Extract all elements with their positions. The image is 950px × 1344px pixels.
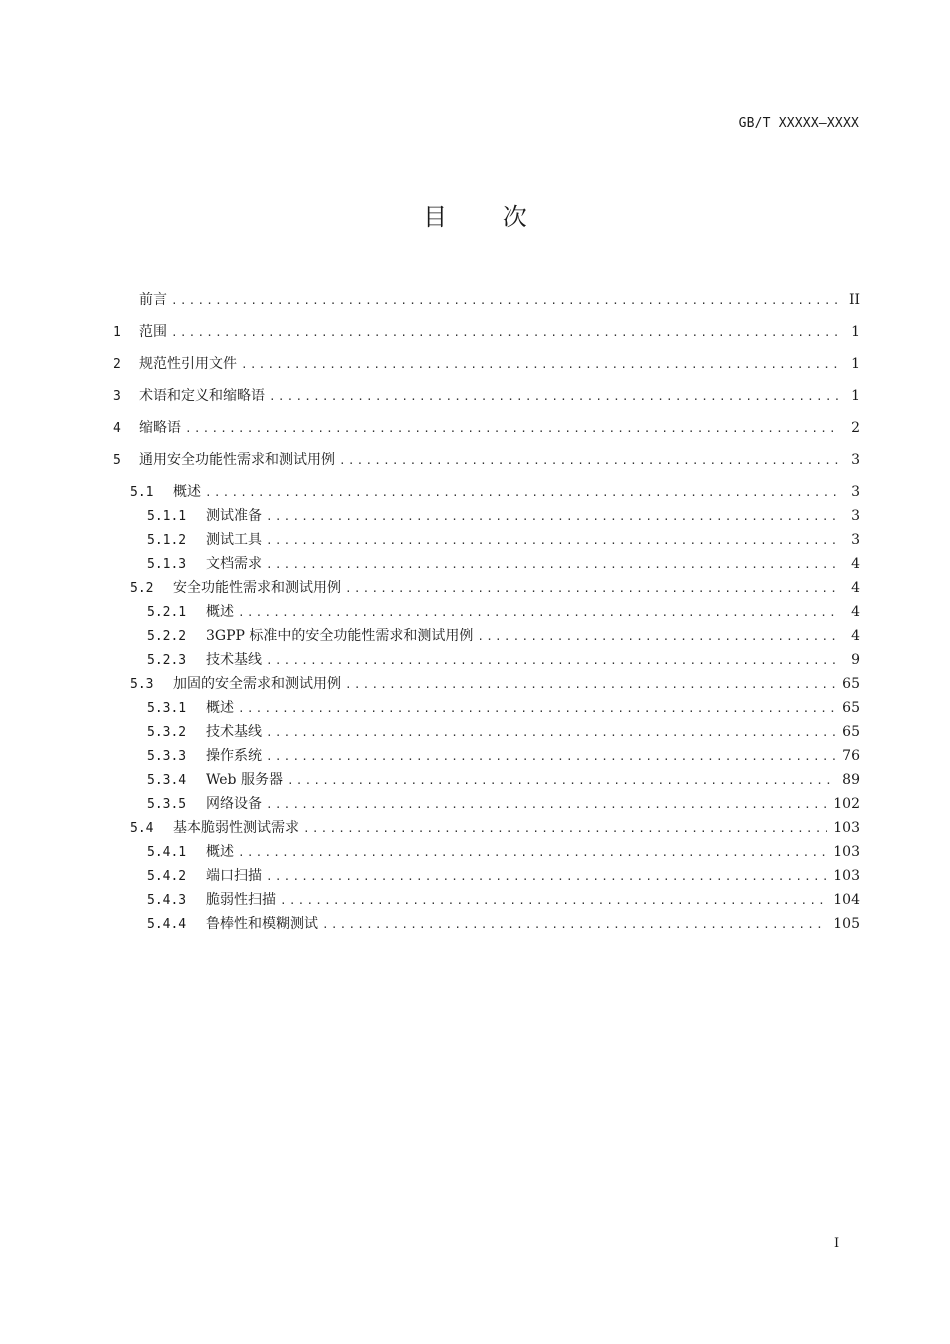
- toc-entry[interactable]: [113, 888, 860, 912]
- toc-entry-page: 105: [833, 916, 860, 932]
- toc-entry-label: 技术基线: [206, 652, 262, 668]
- toc-dot-leader: [266, 553, 840, 577]
- toc-entry-number: 5.2.1: [147, 605, 187, 620]
- toc-entry[interactable]: [113, 576, 860, 600]
- toc-entry-label: 范围: [139, 324, 167, 340]
- toc-entry-label: 加固的安全需求和测试用例: [173, 676, 341, 692]
- toc-entry-page: 65: [842, 724, 860, 740]
- toc-entry-label: 3GPP 标准中的安全功能性需求和测试用例: [206, 628, 474, 644]
- toc-dot-leader: [266, 529, 840, 553]
- toc-dot-leader: [266, 793, 827, 817]
- toc-dot-leader: [303, 817, 827, 841]
- toc-entry-number: 5.1.3: [147, 557, 187, 572]
- toc-entry-number: 5.2.3: [147, 653, 187, 668]
- toc-entry[interactable]: [113, 416, 860, 448]
- toc-dot-leader: [345, 577, 840, 601]
- toc-dot-leader: [477, 625, 840, 649]
- document-code: GB/T XXXXX—XXXX: [738, 116, 859, 131]
- page-title-text: 目 次: [423, 203, 527, 231]
- toc-entry[interactable]: [113, 624, 860, 648]
- toc-entry-number: 3: [113, 389, 121, 404]
- toc-entry-label: 基本脆弱性测试需求: [173, 820, 299, 836]
- toc-entry-label: 概述: [206, 700, 234, 716]
- toc-entry-page: 1: [851, 388, 860, 404]
- toc-entry-number: 5.3.4: [147, 773, 187, 788]
- toc-entry-number: 1: [113, 325, 121, 340]
- toc-entry-page: 4: [851, 580, 860, 596]
- toc-entry-page: 3: [851, 484, 860, 500]
- toc-entry[interactable]: [113, 480, 860, 504]
- toc-entry-label: 测试准备: [206, 508, 262, 524]
- toc-dot-leader: [171, 321, 840, 345]
- toc-entry[interactable]: [113, 552, 860, 576]
- toc-entry-page: 65: [842, 700, 860, 716]
- toc-entry-number: 5.3: [130, 677, 154, 692]
- toc-entry[interactable]: [113, 912, 860, 936]
- toc-entry-label: 操作系统: [206, 748, 262, 764]
- toc-entry-number: 5.2.2: [147, 629, 187, 644]
- toc-dot-leader: [269, 385, 840, 409]
- toc-entry[interactable]: [113, 768, 860, 792]
- toc-entry-label: 概述: [206, 844, 234, 860]
- toc-entry-number: 2: [113, 357, 121, 372]
- toc-entry-page: 76: [842, 748, 860, 764]
- toc-entry-label: 缩略语: [139, 420, 181, 436]
- toc-entry-number: 5.3.1: [147, 701, 187, 716]
- toc-entry-page: 4: [851, 556, 860, 572]
- toc-dot-leader: [266, 865, 827, 889]
- toc-entry-number: 5.4: [130, 821, 154, 836]
- toc-dot-leader: [238, 601, 840, 625]
- toc-dot-leader: [171, 289, 840, 313]
- toc-dot-leader: [205, 481, 840, 505]
- toc-entry-label: 安全功能性需求和测试用例: [173, 580, 341, 596]
- toc-entry[interactable]: [113, 816, 860, 840]
- toc-entry[interactable]: [113, 696, 860, 720]
- toc-dot-leader: [345, 673, 836, 697]
- toc-entry[interactable]: [113, 528, 860, 552]
- toc-entry-number: 5.1.2: [147, 533, 187, 548]
- toc-entry-number: 5.3.5: [147, 797, 187, 812]
- toc-entry-number: 5.4.4: [147, 917, 187, 932]
- toc-dot-leader: [266, 745, 836, 769]
- toc-entry[interactable]: [113, 288, 860, 320]
- toc-entry[interactable]: [113, 504, 860, 528]
- toc-entry-page: 3: [851, 532, 860, 548]
- toc-entry-page: 65: [842, 676, 860, 692]
- toc-entry-page: 103: [833, 844, 860, 860]
- toc-entry-page: 1: [851, 324, 860, 340]
- toc-dot-leader: [238, 841, 827, 865]
- toc-entry-label: 网络设备: [206, 796, 262, 812]
- toc-entry[interactable]: [113, 352, 860, 384]
- toc-entry-label: 概述: [206, 604, 234, 620]
- toc-entry-label: 通用安全功能性需求和测试用例: [139, 452, 335, 468]
- toc-entry-number: 5: [113, 453, 121, 468]
- toc-entry-label: 文档需求: [206, 556, 262, 572]
- toc-entry-number: 5.4.1: [147, 845, 187, 860]
- toc-entry[interactable]: [113, 600, 860, 624]
- toc-entry-page: 4: [851, 628, 860, 644]
- toc-entry-page: 89: [842, 772, 860, 788]
- footer-page-number: I: [834, 1236, 840, 1251]
- toc-entry-page: 3: [851, 508, 860, 524]
- toc-dot-leader: [266, 649, 840, 673]
- toc-entry-label: 测试工具: [206, 532, 262, 548]
- toc-entry[interactable]: [113, 720, 860, 744]
- toc-entry-page: 9: [851, 652, 860, 668]
- toc-dot-leader: [339, 449, 840, 473]
- toc-entry-label: Web 服务器: [206, 772, 283, 788]
- toc-entry-label: 概述: [173, 484, 201, 500]
- table-of-contents: [113, 288, 860, 936]
- toc-entry-label: 脆弱性扫描: [206, 892, 276, 908]
- toc-entry-number: 5.4.3: [147, 893, 187, 908]
- toc-entry[interactable]: [113, 384, 860, 416]
- page-title: [0, 200, 950, 234]
- toc-entry-label: 前言: [139, 292, 167, 308]
- toc-entry-page: 104: [833, 892, 860, 908]
- toc-entry-page: 103: [833, 820, 860, 836]
- toc-entry-label: 规范性引用文件: [139, 356, 237, 372]
- toc-dot-leader: [280, 889, 827, 913]
- toc-entry-label: 鲁棒性和模糊测试: [206, 916, 318, 932]
- toc-dot-leader: [266, 721, 836, 745]
- toc-entry-label: 端口扫描: [206, 868, 262, 884]
- toc-entry-number: 4: [113, 421, 121, 436]
- toc-entry-page: 1: [851, 356, 860, 372]
- toc-entry-number: 5.1.1: [147, 509, 187, 524]
- toc-entry[interactable]: [113, 792, 860, 816]
- toc-entry-number: 5.2: [130, 581, 154, 596]
- toc-entry-number: 5.3.2: [147, 725, 187, 740]
- toc-entry-page: II: [848, 292, 860, 308]
- toc-entry-label: 术语和定义和缩略语: [139, 388, 265, 404]
- toc-entry[interactable]: [113, 320, 860, 352]
- toc-entry[interactable]: [113, 448, 860, 480]
- toc-dot-leader: [185, 417, 840, 441]
- toc-entry[interactable]: [113, 840, 860, 864]
- toc-entry[interactable]: [113, 864, 860, 888]
- toc-entry-label: 技术基线: [206, 724, 262, 740]
- toc-dot-leader: [266, 505, 840, 529]
- toc-entry-number: 5.4.2: [147, 869, 187, 884]
- toc-dot-leader: [241, 353, 840, 377]
- toc-entry-page: 103: [833, 868, 860, 884]
- toc-entry-page: 2: [851, 420, 860, 436]
- toc-dot-leader: [287, 769, 836, 793]
- toc-entry-page: 4: [851, 604, 860, 620]
- toc-entry[interactable]: [113, 672, 860, 696]
- toc-entry-number: 5.3.3: [147, 749, 187, 764]
- toc-dot-leader: [238, 697, 836, 721]
- toc-entry-page: 102: [833, 796, 860, 812]
- toc-entry-number: 5.1: [130, 485, 154, 500]
- toc-entry[interactable]: [113, 744, 860, 768]
- toc-dot-leader: [322, 913, 827, 937]
- toc-entry[interactable]: [113, 648, 860, 672]
- toc-entry-page: 3: [851, 452, 860, 468]
